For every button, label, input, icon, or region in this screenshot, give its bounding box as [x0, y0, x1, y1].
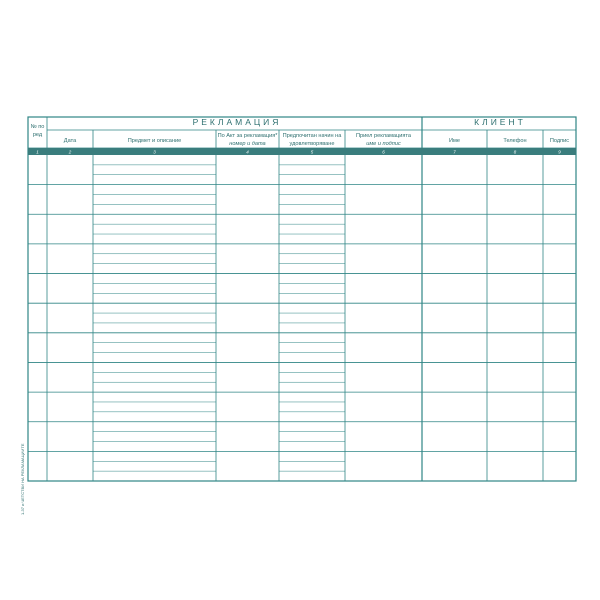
column-number-subject: 3 [153, 149, 156, 155]
column-header-num: № по [30, 124, 45, 130]
column-header-act: По Акт за рекламация* [217, 133, 278, 139]
column-number-preferred: 5 [310, 149, 314, 155]
table-border [28, 117, 576, 481]
column-header-phone: Телефон [503, 138, 527, 144]
column-header-num: ред [32, 132, 43, 138]
side-note: 1-37 и ЧЕТСТВИ НА РЕКЛАМАЦИИТЕ [20, 443, 25, 515]
column-header-act: номер и дата [229, 141, 266, 147]
column-numbers-band [28, 148, 576, 155]
column-header-received: Приел рекламацията [355, 133, 412, 139]
column-header-preferred: Предпочитан начин на [282, 133, 342, 139]
column-header-preferred: удовлетворяване [289, 141, 335, 147]
column-number-received: 6 [382, 149, 385, 155]
table-grid [28, 117, 576, 481]
number-band [28, 148, 576, 155]
column-header-name: Име [449, 138, 460, 144]
column-header-subject: Предмет и описание [127, 138, 182, 144]
group-header-complaint: РЕКЛАМАЦИЯ [192, 117, 282, 127]
column-header-sign: Подпис [549, 138, 570, 144]
column-headers [31, 124, 570, 147]
column-number-sign: 9 [558, 149, 561, 155]
group-header-client: КЛИЕНТ [474, 117, 526, 127]
column-number-num: 1 [36, 149, 39, 155]
column-header-received: име и подпис [366, 141, 401, 147]
column-number-phone: 8 [513, 149, 517, 155]
column-number-act: 4 [246, 149, 249, 155]
column-number-date: 2 [68, 149, 72, 155]
column-header-date: Дата [63, 138, 77, 144]
column-number-name: 7 [453, 149, 456, 155]
